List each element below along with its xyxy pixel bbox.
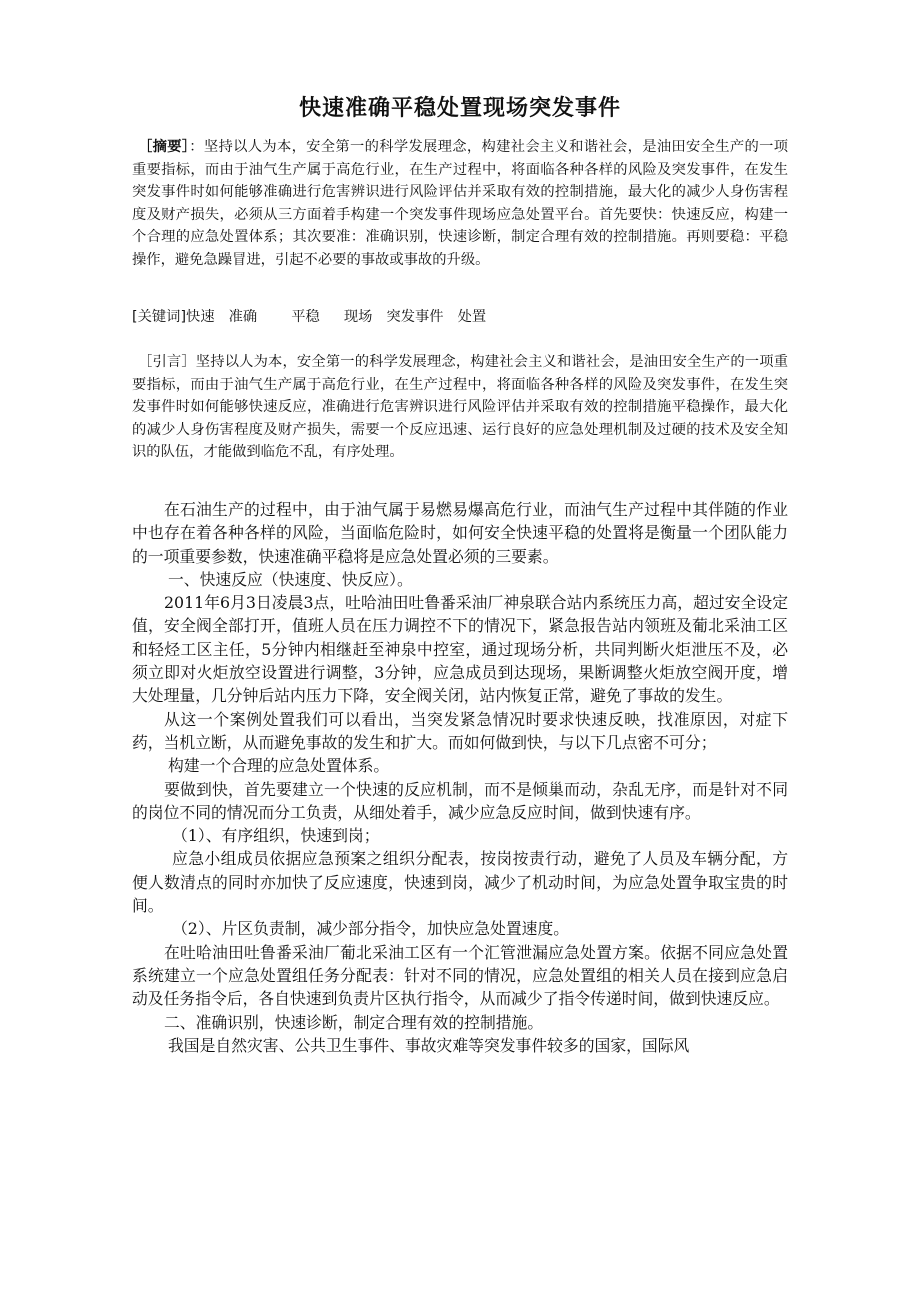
keyword-item: 突发事件 bbox=[386, 309, 444, 325]
keywords-label: [关键词] bbox=[132, 309, 187, 325]
keyword-item: 准确 bbox=[228, 309, 258, 325]
keyword-item: 快速 bbox=[186, 309, 215, 325]
abstract-paragraph bbox=[132, 136, 788, 272]
body-section bbox=[132, 498, 788, 1057]
subsection-heading: 构建一个合理的应急处置体系。 bbox=[168, 756, 390, 776]
body-paragraph: 应急小组成员依据应急预案之组织分配表，按岗按责行动，避免了人员及车辆分配，方便人数清点的同时亦加快了反应速度，快速到岗，减少了机动时间，为应急处置争取宝贵的时间。 bbox=[132, 849, 788, 916]
document-title: 快速准确平稳处置现场突发事件 bbox=[298, 96, 621, 121]
keyword-item: 处置 bbox=[457, 309, 487, 325]
subsection-heading: （1）、有序组织，快速到岗； bbox=[172, 826, 380, 846]
body-paragraph: 在石油生产的过程中，由于油气属于易燃易爆高危行业，而油气生产过程中其伴随的作业中也存在着各种各样的风险，当面临危险时，如何安全快速平稳的处置将是衡量一个团队能力的一项重要参数，快速准确平稳将是应急处置必须的三要素。 bbox=[132, 500, 788, 566]
abstract-text: ：坚持以人为本，安全第一的科学发展理念，构建社会主义和谐社会，是油田安全生产的一项重要指标，而由于油气生产属于高危行业，在生产过程中，将面临各种各样的风险及突发事件，在发生突发事件时如何能够准确进行危害辨识进行风险评估并采取有效的控制措施，最大化的减少人身伤害程度及财产损失，必须从三方面着手构建一个突发事件现场应急处置平台。首先要快：快速反应，构建一个合理的应急处置体系；其次要准：准确识别，快速诊断，制定合理有效的控制措施。再则要稳：平稳操作，避免急躁冒进，引起不必要的事故或事故的升级。 bbox=[132, 139, 788, 268]
intro-paragraph bbox=[132, 351, 788, 464]
keywords-line bbox=[132, 306, 788, 329]
abstract-label: ［摘要］ bbox=[138, 139, 190, 155]
body-paragraph: 从这一个案例处置我们可以看出，当突发紧急情况时要求快速反映，找准原因，对症下药，当机立断，从而避免事故的发生和扩大。而如何做到快，与以下几点密不可分； bbox=[132, 709, 788, 752]
section-heading: 二、准确识别，快速诊断，制定合理有效的控制措施。 bbox=[164, 1012, 544, 1032]
body-paragraph: 我国是自然灾害、公共卫生事件、事故灾难等突发事件较多的国家，国际风 bbox=[168, 1035, 690, 1055]
intro-text: 坚持以人为本，安全第一的科学发展理念，构建社会主义和谐社会，是油田安全生产的一项重要指标，而由于油气生产属于高危行业，在生产过程中，将面临各种各样的风险及突发事件，在发生突发事件时如何能够快速反应，准确进行危害辨识进行风险评估并采取有效的控制措施平稳操作，最大化的减少人身伤害程度及财产损失，需要一个反应迅速、运行良好的应急处理机制及过硬的技术及安全知识的队伍，才能做到临危不乱，有序处理。 bbox=[132, 354, 789, 461]
keyword-item: 平稳 bbox=[291, 309, 320, 325]
keyword-item: 现场 bbox=[343, 309, 373, 325]
intro-label: ［引言］ bbox=[138, 354, 196, 370]
body-paragraph: 在吐哈油田吐鲁番采油厂葡北采油工区有一个汇管泄漏应急处置方案。依据不同应急处置系统建立一个应急处置组任务分配表：针对不同的情况，应急处置组的相关人员在接到应急启动及任务指令后，各自快速到负责片区执行指令，从而减少了指令传递时间，做到快速反应。 bbox=[132, 942, 788, 1009]
body-paragraph: 2011年6月3日凌晨3点，吐哈油田吐鲁番采油厂神泉联合站内系统压力高，超过安全设定值，安全阀全部打开，值班人员在压力调控不下的情况下，紧急报告站内领班及葡北采油工区和轻烃工区主任，5分钟内相继赶至神泉中控室，通过现场分析，共同判断火炬泄压不及，必须立即对火炬放空设置进行调整，3分钟，应急成员到达现场，果断调整火炬放空阀开度，增大处理量，几分钟后站内压力下降，安全阀关闭，站内恢复正常，避免了事故的发生。 bbox=[132, 593, 788, 706]
subsection-heading: （2）、片区负责制，减少部分指令，加快应急处置速度。 bbox=[172, 919, 570, 939]
body-paragraph: 要做到快，首先要建立一个快速的反应机制，而不是倾巢而动，杂乱无序，而是针对不同的岗位不同的情况而分工负责，从细处着手，减少应急反应时间，做到快速有序。 bbox=[132, 779, 788, 822]
section-heading: 一、快速反应（快速度、快反应）。 bbox=[168, 569, 413, 589]
